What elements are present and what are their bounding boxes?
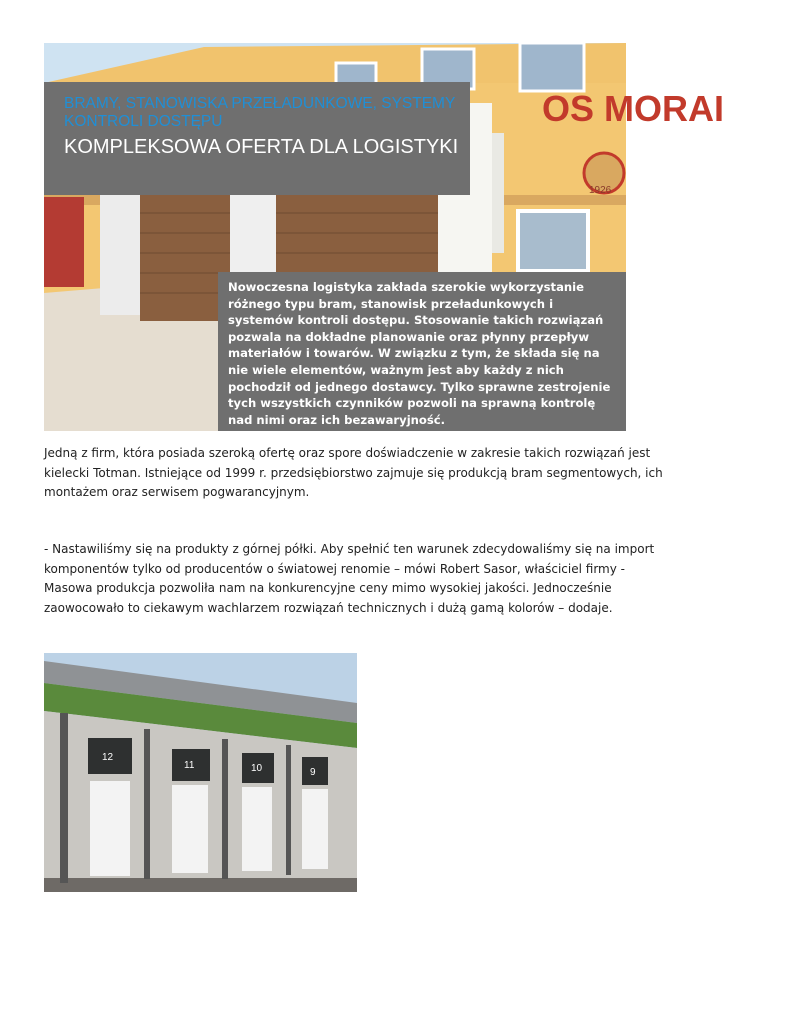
warehouse-photo: [44, 653, 357, 892]
kicker-text: BRAMY, STANOWISKA PRZEŁADUNKOWE, SYSTEMY KONTROLI DOSTĘPU: [64, 95, 456, 130]
paragraph-1: Jedną z firm, która posiada szeroką ofertę oraz spore doświadczenie w zakresie takich rozwiązań jest kielecki Totman. Istniejące od 1999 r. przedsiębiorstwo zajmuje się produkcją bram segmentowych, ich montażem oraz serwisem pogwarancyjnym.: [44, 446, 663, 499]
warehouse-image: [44, 653, 357, 892]
hero-image: [44, 43, 725, 431]
door-number: 11: [184, 760, 195, 771]
door-number: 12: [102, 752, 114, 763]
building-sign: OS MORAI: [542, 88, 725, 129]
lead-text: Nowoczesna logistyka zakłada szerokie wykorzystanie różnego typu bram, stanowisk przeładunkowych i systemów kontroli dostępu. Stosowanie takich rozwiązań pozwala na dokładne planowanie oraz płynny przepływ materiałów i towarów. W związku z tym, że składa się na nie wiele elementów, ważnym jest aby każdy z nich pochodził od jednego dostawcy. Tylko sprawne zestrojenie tych wszystkich czynników pozwoli na sprawną kontrolę nad nimi oraz ich bezawaryjność.: [228, 280, 611, 427]
door-number: 9: [310, 767, 316, 778]
sign-year: 1926: [589, 185, 612, 196]
lead-box: [218, 272, 626, 431]
title-box: [44, 82, 470, 195]
door-number: 10: [251, 763, 263, 774]
paragraph-2: - Nastawiliśmy się na produkty z górnej półki. Aby spełnić ten warunek zdecydowaliśmy się na import komponentów tylko od producentów o światowej renomie – mówi Robert Sasor, właściciel firmy - Masowa produkcja pozwoliła nam na konkurencyjne ceny mimo wysokiej jakości. Jednocześnie zaowocowało to ciekawym wachlarzem rozwiązań technicznych i dużą gamą kolorów – dodaje.: [44, 542, 655, 615]
headline: KOMPLEKSOWA OFERTA DLA LOGISTYKI: [64, 136, 459, 158]
